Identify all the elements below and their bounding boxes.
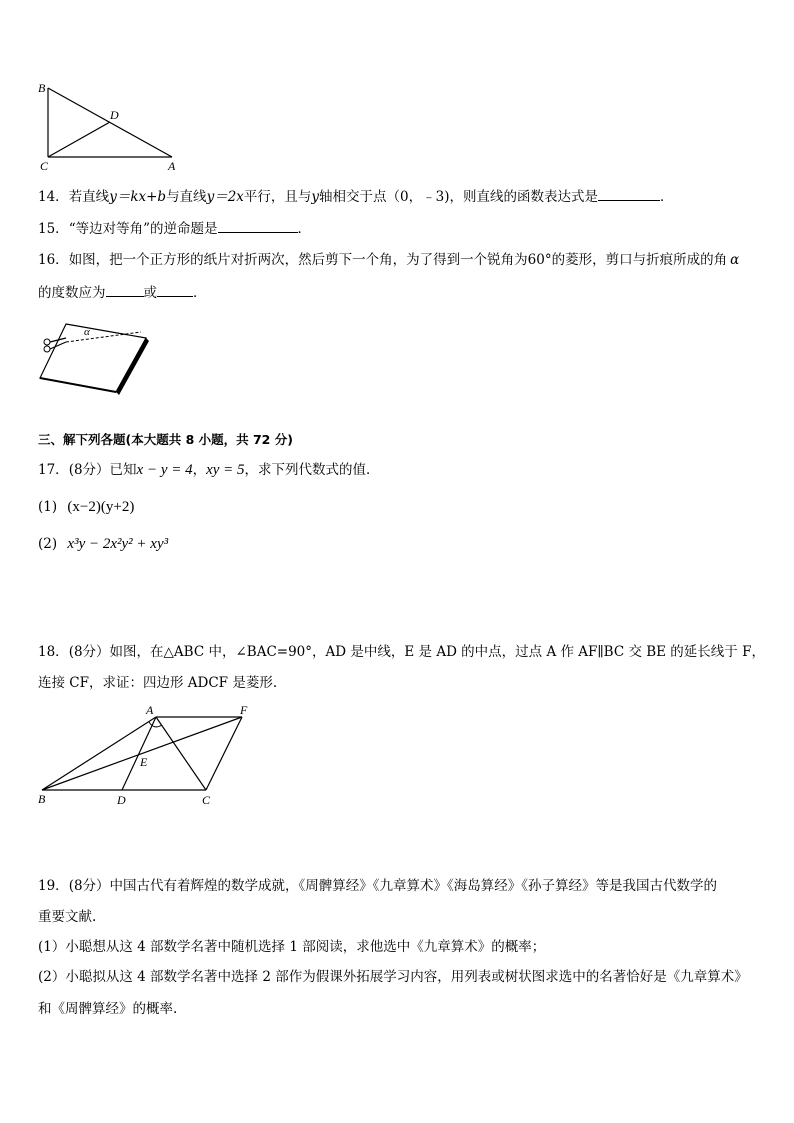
q14-eq1: y＝kx+b: [109, 189, 167, 205]
q14-number: 14．: [38, 189, 69, 205]
q14-end: ．: [660, 189, 674, 205]
q17-post: ，求下列代数式的值．: [244, 462, 380, 478]
q17-part-1: [38, 497, 134, 517]
label-C: C: [202, 793, 211, 807]
q16-answer-blank-1[interactable]: [106, 282, 144, 297]
q17-part-2-label: (2): [38, 536, 58, 552]
q16-line2b: 或: [143, 285, 157, 301]
q18-text-1: (8分）如图，在△ABC 中，∠BAC=90°，AD 是中线，E 是 AD 的中点，过点 A 作 AF∥BC 交 BE 的延长线于 F，: [68, 644, 765, 660]
label-A: A: [168, 159, 176, 173]
q19-part-3: 和《周髀算经》的概率.: [38, 1001, 178, 1017]
q14-pre: 若直线: [68, 189, 110, 205]
q14-axis: y: [311, 189, 320, 205]
q17-part-1-expression: (x−2)(y+2): [67, 499, 135, 515]
folded-paper-figure-16: [36, 316, 154, 396]
label-A: A: [146, 703, 154, 717]
question-19-line-2: 重要文献.: [38, 909, 97, 925]
label-D: D: [110, 108, 119, 122]
q19-part-2: (2）小聪拟从这 4 部数学名著中选择 2 部作为假课外拓展学习内容，用列表或树状图求选中的名著恰好是《九章算术》: [38, 969, 748, 985]
q14-mid2: 平行，且与: [243, 189, 312, 205]
q17-part-1-label: (1): [38, 499, 58, 515]
q19-number: 19．: [38, 878, 69, 894]
q17-sep: ，: [192, 462, 207, 478]
q17-part-2-expression: x³y − 2x²y² + xy³: [67, 536, 169, 552]
q16-alpha: α: [730, 252, 740, 268]
question-18-line-2: 连接 CF，求证：四边形 ADCF 是菱形.: [38, 675, 278, 691]
q14-eq2: y＝2x: [206, 189, 244, 205]
angle-alpha-label: α: [84, 326, 90, 338]
q16-end: ．: [193, 285, 207, 301]
question-16-line-1: [38, 250, 739, 270]
question-14: [38, 186, 674, 207]
q16-line2a: 的度数应为: [38, 285, 106, 301]
rhombus-figure-18: [30, 700, 260, 810]
q19-text-1: (8分）中国古代有着辉煌的数学成就，《周髀算经》《九章算术》《海岛算经》《孙子算经》等是我国古代数学的: [68, 878, 718, 894]
q16-number: 16．: [38, 252, 69, 268]
question-15: [38, 218, 311, 239]
q17-condition-2: xy = 5: [206, 462, 245, 478]
question-17: [38, 460, 380, 480]
q17-part-2: [38, 534, 168, 554]
q14-mid: 与直线: [166, 189, 207, 205]
q14-post: 轴相交于点（0，﹣3)，则直线的函数表达式是: [319, 189, 598, 205]
segment-AC: [156, 717, 206, 790]
triangle-figure-13: [30, 78, 190, 174]
question-18-line-1: [38, 642, 765, 662]
label-C: C: [40, 159, 49, 173]
q16-text: 如图，把一个正方形的纸片对折两次，然后剪下一个角，为了得到一个锐角为60°的菱形，剪口与折痕所成的角: [68, 252, 728, 268]
q15-number: 15．: [38, 221, 69, 237]
label-B: B: [38, 81, 46, 95]
q18-number: 18．: [38, 644, 69, 660]
segment-CD: [48, 122, 110, 157]
q15-answer-blank[interactable]: [218, 218, 298, 233]
q17-pre: (8分）已知: [68, 462, 137, 478]
question-16-line-2: [38, 282, 207, 303]
q15-end: ．: [297, 221, 311, 237]
q17-condition-1: x − y = 4: [136, 462, 193, 478]
q15-text: “等边对等角”的逆命题是: [68, 221, 218, 237]
section-3-heading: 三、解下列各题(本大题共 8 小题，共 72 分): [38, 432, 293, 447]
q17-number: 17．: [38, 462, 69, 478]
q14-answer-blank[interactable]: [598, 186, 660, 201]
label-E: E: [140, 755, 148, 769]
question-19-line-1: [38, 876, 717, 896]
label-D: D: [117, 793, 126, 807]
label-F: F: [240, 703, 248, 717]
q19-part-1: (1）小聪想从这 4 部数学名著中随机选择 1 部阅读，求他选中《九章算术》的概率；: [38, 939, 546, 955]
label-B: B: [38, 792, 46, 806]
q16-answer-blank-2[interactable]: [157, 282, 193, 297]
